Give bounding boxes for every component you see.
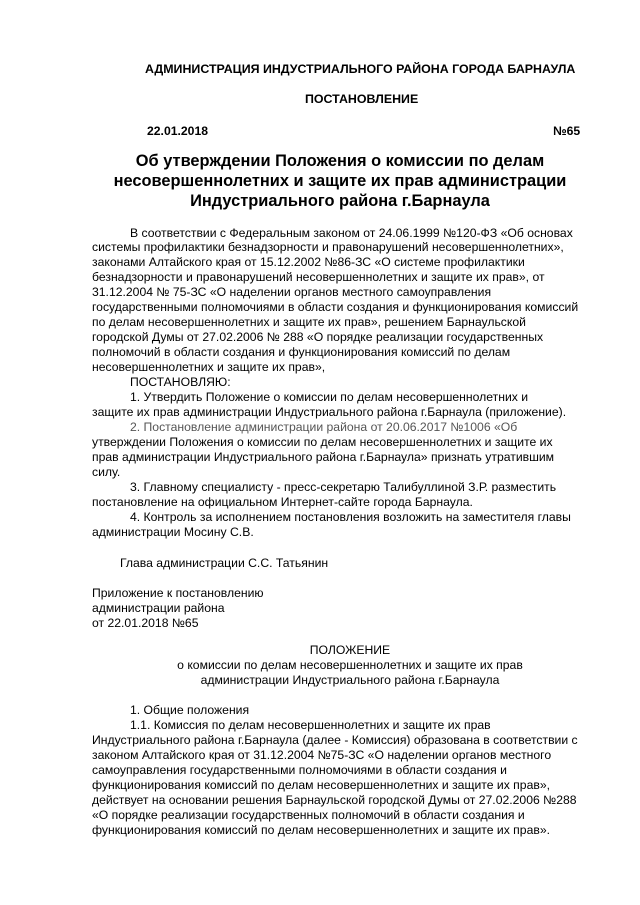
title-line: Об утверждении Положения о комиссии по делам bbox=[135, 152, 545, 170]
preamble-line: по делам несовершеннолетних и защите их прав», решением Барнаульской bbox=[92, 315, 526, 329]
regulation-line: действует на основании решения Барнаульской городской Думы от 27.02.2006 №288 bbox=[92, 793, 577, 807]
preamble-line: системы профилактики безнадзорности и правонарушений несовершеннолетних», bbox=[92, 240, 564, 254]
preamble-line: государственными полномочиями в области создания и функционирования комиссий bbox=[92, 300, 579, 314]
item-line: администрации Мосину С.В. bbox=[92, 525, 254, 539]
doc-date: 22.01.2018 bbox=[147, 124, 208, 138]
preamble-line: несовершеннолетних и защите их прав», bbox=[92, 360, 326, 374]
signature: Глава администрации С.С. Татьянин bbox=[120, 556, 329, 570]
appendix-line: администрации района bbox=[92, 601, 225, 615]
preamble-line: городской Думы от 27.02.2006 № 288 «О порядке реализации государственных bbox=[92, 330, 544, 344]
item-line: защите их прав администрации Индустриального района г.Барнаула (приложение). bbox=[92, 405, 567, 419]
appendix-line: Приложение к постановлению bbox=[92, 586, 264, 600]
regulation-line: функционирования комиссий по делам несовершеннолетних и защите их прав», bbox=[92, 778, 550, 792]
resolve-word: ПОСТАНОВЛЯЮ: bbox=[130, 375, 231, 389]
preamble-line: законами Алтайского края от 15.12.2002 №86-ЗС «О системе профилактики bbox=[92, 255, 525, 269]
preamble-line: безнадзорности и правонарушений несовершеннолетних и защите их прав», от bbox=[92, 270, 545, 284]
doc-number: №65 bbox=[553, 124, 581, 138]
title-line: несовершеннолетних и защите их прав администрации bbox=[113, 172, 567, 190]
regulation-line: Индустриального района г.Барнаула (далее - Комиссия) образована в соответствии с bbox=[92, 733, 578, 747]
item-line: постановление на официальном Интернет-сайте города Барнаула. bbox=[92, 495, 473, 509]
regulation-line: законом Алтайского края от 31.12.2004 №75-ЗС «О наделении органов местного bbox=[92, 748, 552, 762]
regulation-line: самоуправления государственными полномочиями в области создания и bbox=[92, 763, 507, 777]
item-line: 1. Утвердить Положение о комиссии по делам несовершеннолетних и bbox=[130, 390, 529, 404]
title-line: Индустриального района г.Барнаула bbox=[190, 192, 490, 210]
preamble-line: 31.12.2004 № 75-ЗС «О наделении органов местного самоуправления bbox=[92, 285, 492, 299]
preamble-line: В соответствии с Федеральным законом от 24.06.1999 №120-ФЗ «Об основах bbox=[130, 226, 573, 240]
regulation-subtitle: администрации Индустриального района г.Барнаула bbox=[200, 673, 500, 687]
item-line: прав администрации Индустриального района г.Барнаула» признать утратившим bbox=[92, 450, 555, 464]
regulation-line: «О порядке реализации государственных полномочий в области создания и bbox=[92, 808, 525, 822]
doc-type: ПОСТАНОВЛЕНИЕ bbox=[305, 92, 419, 106]
item-line: 2. Постановление администрации района от 20.06.2017 №1006 «Об bbox=[130, 420, 518, 434]
item-line: силу. bbox=[92, 465, 121, 479]
preamble-line: полномочий в области создания и функционирования комиссий по делам bbox=[92, 345, 511, 359]
regulation-line: 1.1. Комиссия по делам несовершеннолетних и защите их прав bbox=[130, 718, 491, 732]
item-line: 4. Контроль за исполнением постановления возложить на заместителя главы bbox=[130, 510, 571, 524]
org-header: АДМИНИСТРАЦИЯ ИНДУСТРИАЛЬНОГО РАЙОНА ГОРОДА БАРНАУЛА bbox=[145, 62, 576, 76]
appendix-line: от 22.01.2018 №65 bbox=[92, 616, 199, 630]
regulation-heading: ПОЛОЖЕНИЕ bbox=[309, 643, 391, 657]
regulation-line: функционирования комиссий по делам несовершеннолетних и защите их прав». bbox=[92, 823, 550, 837]
section-heading: 1. Общие положения bbox=[130, 703, 250, 717]
item-line: утверждении Положения о комиссии по делам несовершеннолетних и защите их bbox=[92, 435, 553, 449]
regulation-subtitle: о комиссии по делам несовершеннолетних и защите их прав bbox=[177, 658, 523, 672]
item-line: 3. Главному специалисту - пресс-секретарю Талибуллиной З.Р. разместить bbox=[130, 480, 557, 494]
